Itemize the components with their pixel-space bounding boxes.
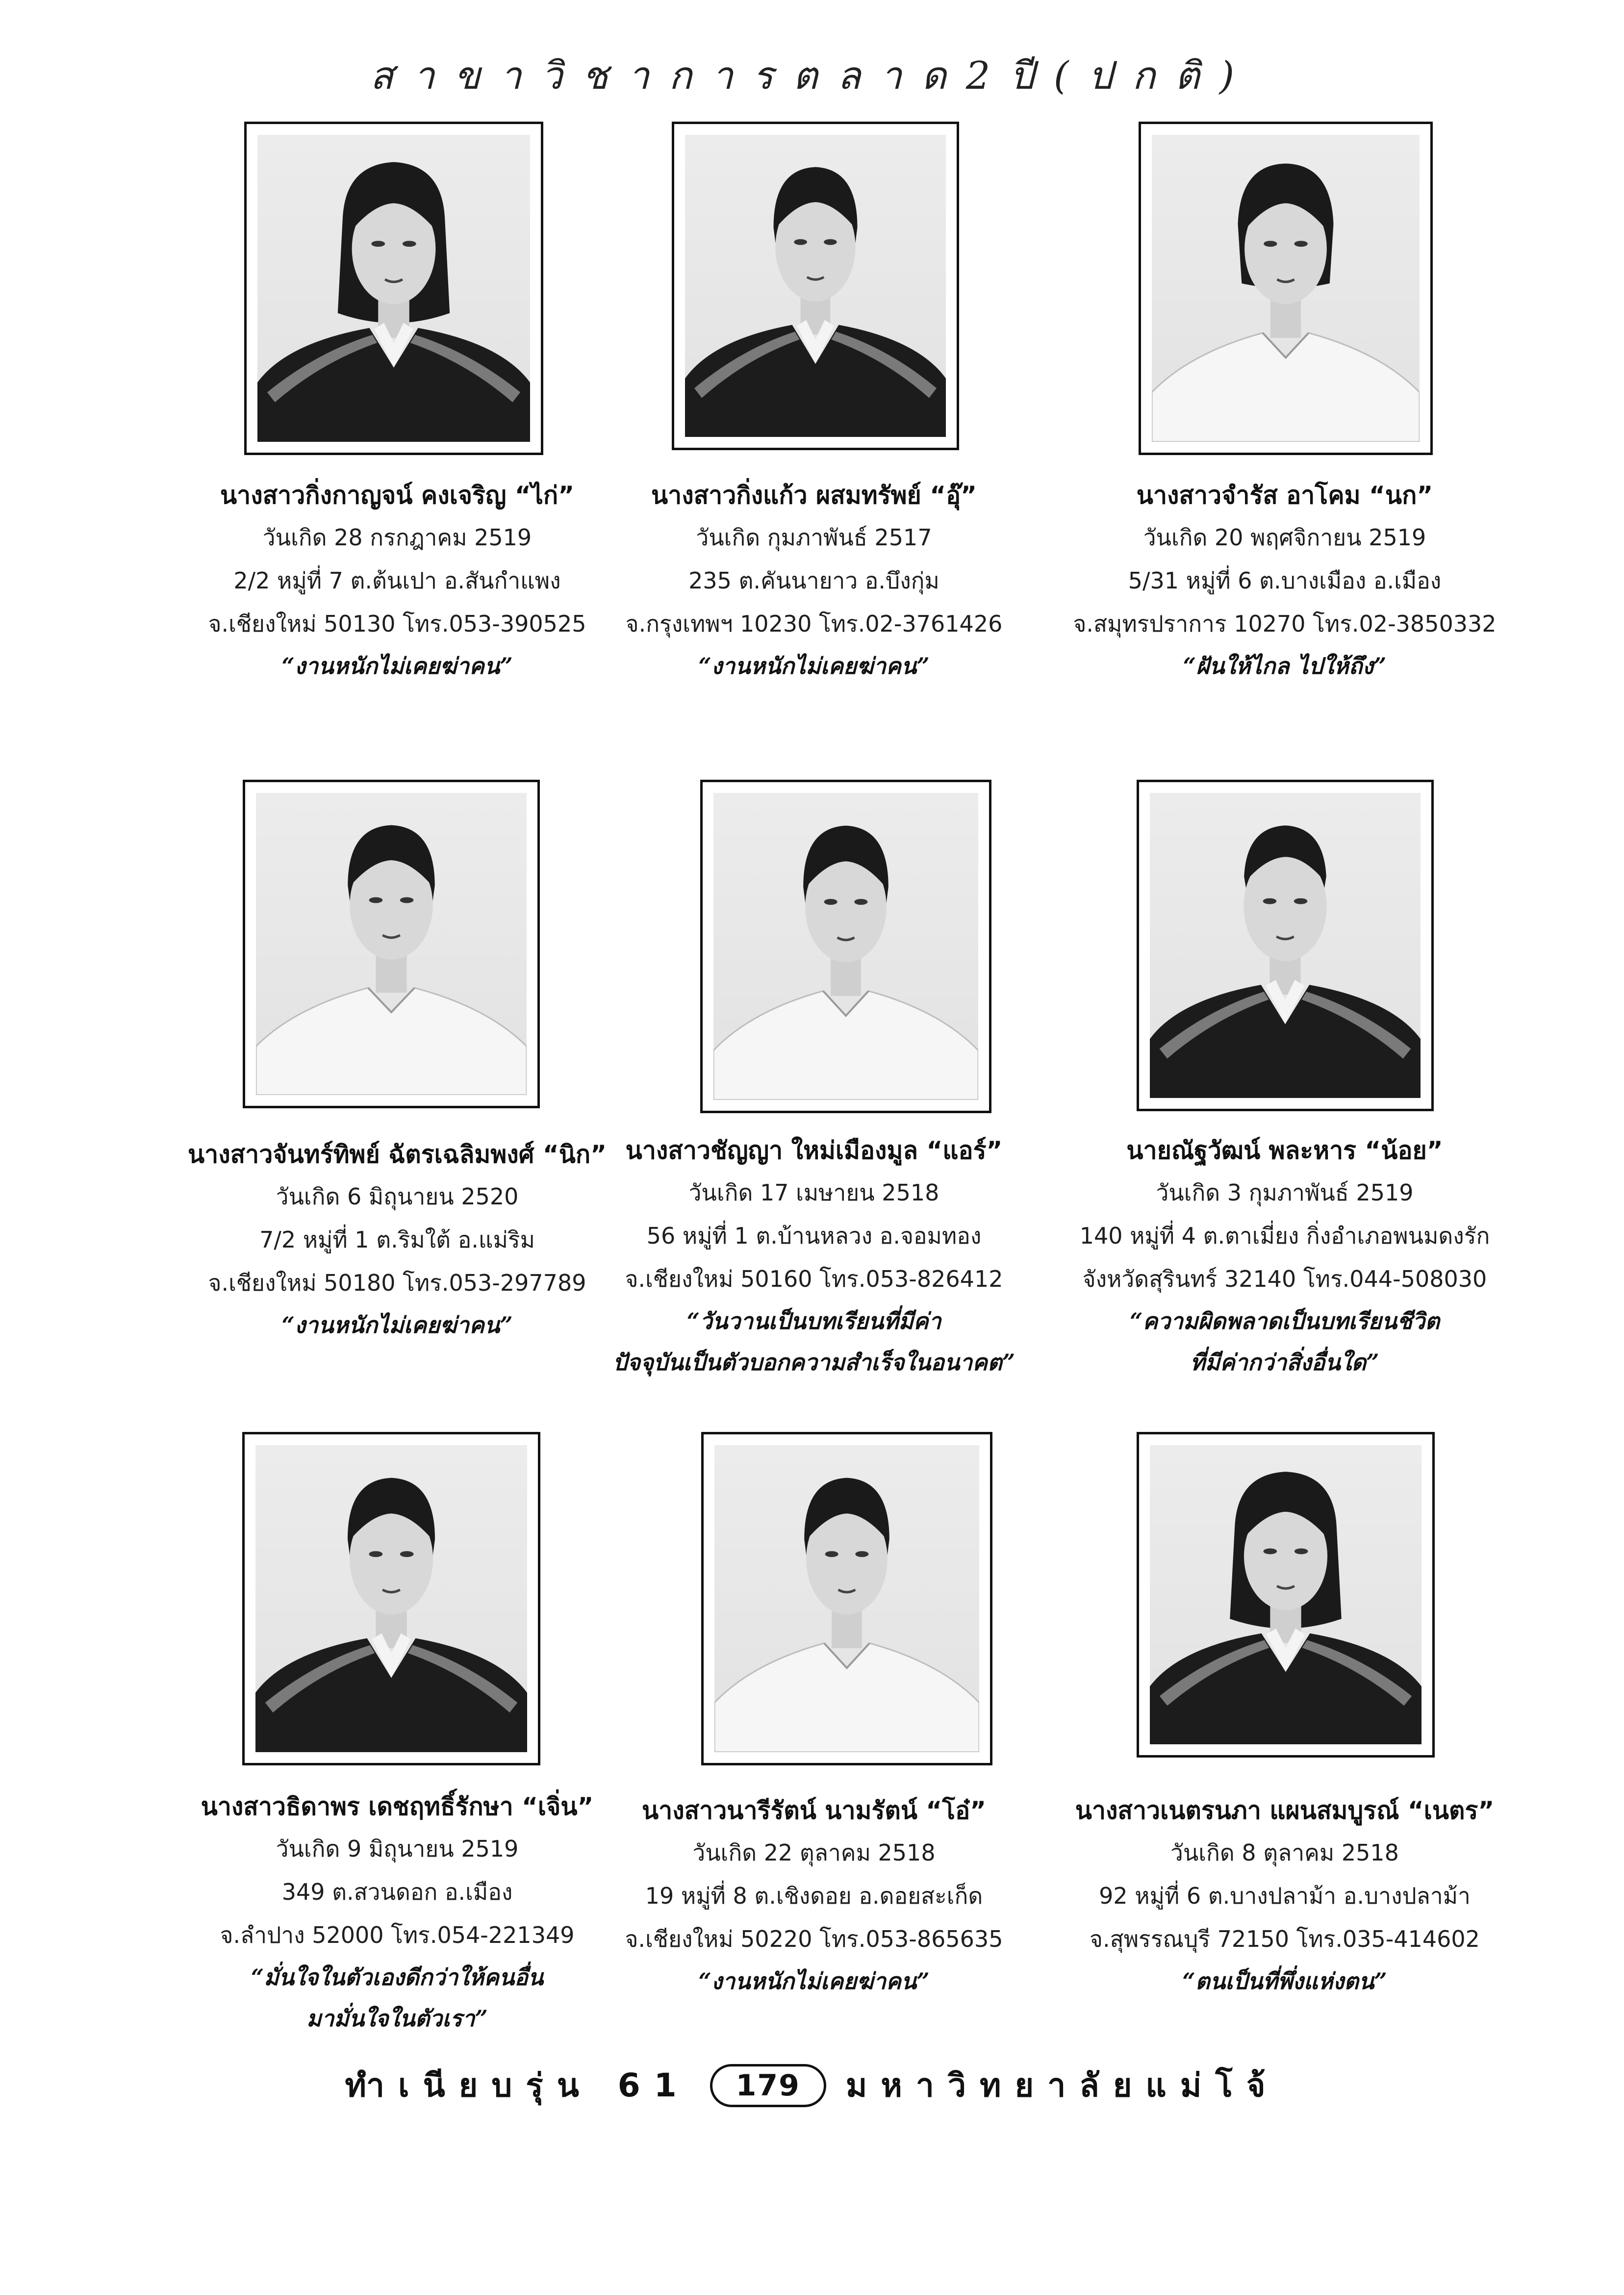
birth-date: วันเกิด 3 กุมภาพันธ์ 2519 [1156,1179,1414,1206]
portrait-silhouette [255,1445,527,1752]
student-name: นางสาวกิ่งกาญจน์ คงเจริญ “ไก่” [220,481,575,510]
yearbook-title: ทำเนียบรุ่น 61 [345,2066,690,2104]
motto: “งานหนักไม่เคยฆ่าคน” [281,1312,513,1338]
eye [1263,898,1277,904]
photo-frame [1137,780,1434,1111]
eye [369,1551,382,1557]
student-name: นางสาวกิ่งแก้ว ผสมทรัพย์ “อุ๊” [651,481,977,510]
eye [794,239,807,245]
student-entry [1030,122,1540,695]
portrait-photo [257,135,530,442]
eye [854,899,867,905]
university-name: มหาวิทยาลัยแม่โจ้ [845,2066,1279,2104]
student-name: นางสาวจำรัส อาโคม “นก” [1136,481,1433,510]
province-phone: จ.สมุทรปราการ 10270 โทร.02-3850332 [1073,611,1497,637]
eye [371,241,385,247]
motto: “ฝันให้ไกล ไปให้ถึง” [1183,653,1387,679]
motto: มามั่นใจในตัวเรา” [306,2005,488,2032]
motto: “งานหนักไม่เคยฆ่าคน” [698,653,930,679]
portrait-photo [256,793,527,1095]
eye [369,897,383,903]
eye [400,897,414,903]
eye [825,1551,838,1557]
portrait-silhouette [713,793,978,1100]
eye [855,1551,868,1557]
motto: “งานหนักไม่เคยฆ่าคน” [698,1968,930,1994]
photo-frame [1137,1432,1435,1758]
student-name: นางสาวชัญญา ใหม่เมืองมูล “แอร์” [625,1136,1003,1165]
student-entry [1030,780,1540,1398]
address-line: 2/2 หมู่ที่ 7 ต.ต้นเปา อ.สันกำแพง [233,567,561,594]
portrait-silhouette [257,135,530,442]
motto: “งานหนักไม่เคยฆ่าคน” [281,653,513,679]
eye [1263,1549,1277,1555]
eye [1294,241,1308,247]
portrait-photo [1150,1445,1421,1744]
portrait-silhouette [1152,135,1420,442]
portrait-photo [1150,793,1421,1098]
eye [400,1551,414,1557]
page-footer [0,2060,1624,2111]
address-line: 19 หมู่ที่ 8 ต.เชิงดอย อ.ดอยสะเก็ด [645,1883,983,1909]
address-line: 349 ต.สวนดอก อ.เมือง [281,1879,513,1905]
birth-date: วันเกิด 9 มิถุนายน 2519 [276,1836,519,1862]
address-line: 56 หมู่ที่ 1 ต.บ้านหลวง อ.จอมทอง [646,1223,982,1249]
eye [1294,1549,1308,1555]
white-blouse [714,1643,979,1752]
student-name: นางสาวนารีรัตน์ นามรัตน์ “โอ๋” [641,1796,987,1825]
student-name: นางสาวเนตรนภา แผนสมบูรณ์ “เนตร” [1075,1796,1495,1825]
eye [1294,898,1308,904]
portrait-silhouette [714,1445,979,1752]
portrait-photo [714,1445,979,1752]
birth-date: วันเกิด 20 พฤศจิกายน 2519 [1143,524,1426,551]
province-phone: จ.เชียงใหม่ 50160 โทร.053-826412 [625,1266,1003,1292]
province-phone: จ.กรุงเทพฯ 10230 โทร.02-3761426 [625,611,1003,637]
eye [824,899,837,905]
photo-frame [242,1432,540,1765]
white-blouse [713,991,978,1100]
birth-date: วันเกิด 8 ตุลาคม 2518 [1170,1839,1399,1866]
motto: “ตนเป็นที่พึ่งแห่งตน” [1182,1968,1387,1994]
province-phone: จ.เชียงใหม่ 50180 โทร.053-297789 [208,1270,586,1296]
province-phone: จ.เชียงใหม่ 50220 โทร.053-865635 [625,1926,1003,1952]
photo-frame [700,780,991,1113]
student-name: นางสาวธิดาพร เดชฤทธิ์รักษา “เจิ่น” [201,1792,594,1821]
photo-frame [244,122,543,455]
eye [824,239,837,245]
portrait-silhouette [1150,793,1421,1098]
address-line: 235 ต.คันนายาว อ.บึงกุ่ม [688,567,939,594]
eye [1264,241,1277,247]
province-phone: จ.สุพรรณบุรี 72150 โทร.035-414602 [1090,1926,1480,1952]
birth-date: วันเกิด กุมภาพันธ์ 2517 [696,524,932,551]
white-blouse [256,988,527,1095]
birth-date: วันเกิด 28 กรกฎาคม 2519 [262,524,532,551]
address-line: 7/2 หมู่ที่ 1 ต.ริมใต้ อ.แม่ริม [259,1226,535,1253]
page-heading: สาขาวิชาการตลาด2ปี(ปกติ) [370,54,1254,98]
portrait-photo [685,135,946,437]
photo-frame [1139,122,1433,455]
student-entry [559,780,1069,1398]
page-number: 179 [710,2064,826,2107]
motto: ที่มีค่ากว่าสิ่งอื่นใด” [1190,1349,1379,1376]
student-entry [1030,1432,1540,2035]
motto: ปัจจุบันเป็นตัวบอกความสำเร็จในอนาคต” [612,1349,1015,1376]
portrait-silhouette [685,135,946,437]
address-line: 92 หมู่ที่ 6 ต.บางปลาม้า อ.บางปลาม้า [1099,1883,1471,1909]
photo-frame [243,780,540,1108]
birth-date: วันเกิด 6 มิถุนายน 2520 [276,1183,519,1210]
student-entry [559,122,1069,695]
address-line: 140 หมู่ที่ 4 ต.ตาเมี่ยง กิ่งอำเภอพนมดงรัก [1079,1223,1490,1249]
student-name: นายณัฐวัฒน์ พละหาร “น้อย” [1126,1136,1443,1165]
eye [403,241,416,247]
portrait-photo [1152,135,1420,442]
portrait-silhouette [256,793,527,1095]
motto: “ความผิดพลาดเป็นบทเรียนชีวิต [1130,1308,1440,1334]
province-phone: จ.ลำปาง 52000 โทร.054-221349 [220,1922,575,1948]
motto: “มั่นใจในตัวเองดีกว่าให้คนอื่น [251,1964,544,1990]
portrait-photo [255,1445,527,1752]
motto: “วันวานเป็นบทเรียนที่มีค่า [686,1308,941,1334]
portrait-silhouette [1150,1445,1421,1744]
address-line: 5/31 หมู่ที่ 6 ต.บางเมือง อ.เมือง [1128,567,1442,594]
photo-frame [701,1432,992,1765]
birth-date: วันเกิด 17 เมษายน 2518 [688,1179,939,1206]
province-phone: จังหวัดสุรินทร์ 32140 โทร.044-508030 [1082,1266,1487,1292]
student-name: นางสาวจันทร์ทิพย์ ฉัตรเฉลิมพงศ์ “นิก” [187,1140,607,1169]
photo-frame [672,122,959,450]
white-blouse [1152,333,1420,442]
province-phone: จ.เชียงใหม่ 50130 โทร.053-390525 [208,611,586,637]
portrait-photo [713,793,978,1100]
birth-date: วันเกิด 22 ตุลาคม 2518 [692,1839,936,1866]
student-entry [559,1432,1069,2035]
